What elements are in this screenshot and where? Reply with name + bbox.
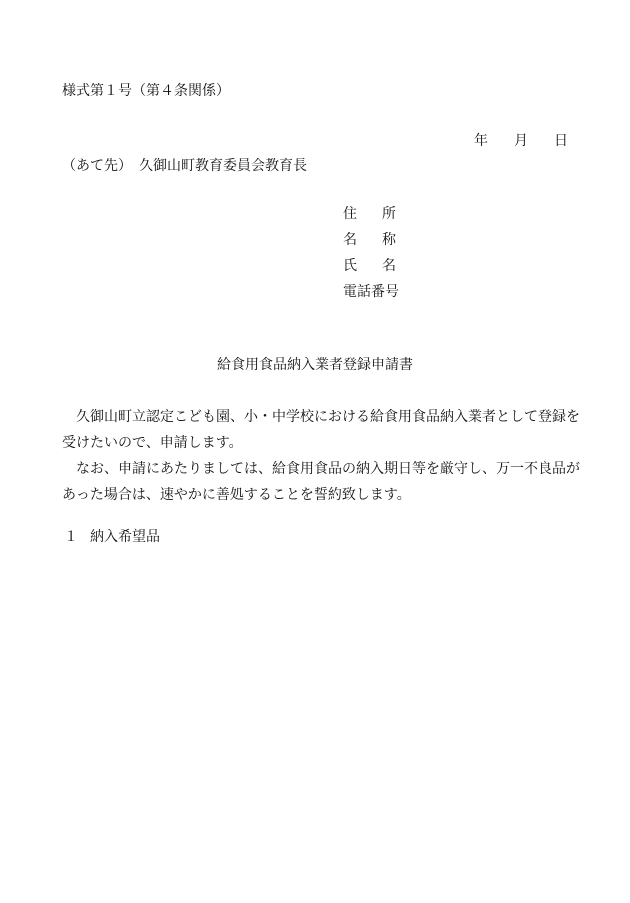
field-address (343, 207, 396, 233)
field-phone (343, 284, 399, 311)
field-name (343, 233, 396, 259)
section-label: 納入希望品 (90, 529, 160, 545)
form-number: 様式第１号（第４条関係） (62, 83, 230, 99)
date-month: 月 (514, 133, 528, 149)
body-paragraph: 久御山町立認定こども園、小・中学校における給食用食品納入業者として登録を受けたいので、申請します。 (62, 409, 580, 451)
applicant-fields (343, 206, 399, 311)
body-text (62, 404, 582, 508)
field-representative (343, 259, 396, 285)
date-year: 年 (474, 133, 488, 149)
section-number: １ (64, 529, 78, 545)
addressee: （あて先） 久御山町教育委員会教育長 (62, 158, 307, 174)
field-label: 電 話 番 号 (343, 284, 399, 300)
section-heading (64, 530, 160, 544)
date-line (474, 134, 568, 148)
field-label: 名 称 (343, 232, 396, 248)
body-paragraph: なお、申請にあたりましては、給食用食品の納入期日等を厳守し、万一不良品があった場合は、速やかに善処することを誓約致します。 (62, 461, 580, 503)
field-label: 氏 名 (343, 258, 396, 274)
document-title: 給食用食品納入業者登録申請書 (217, 357, 413, 373)
field-label: 住 所 (343, 206, 396, 222)
date-day: 日 (554, 133, 568, 149)
